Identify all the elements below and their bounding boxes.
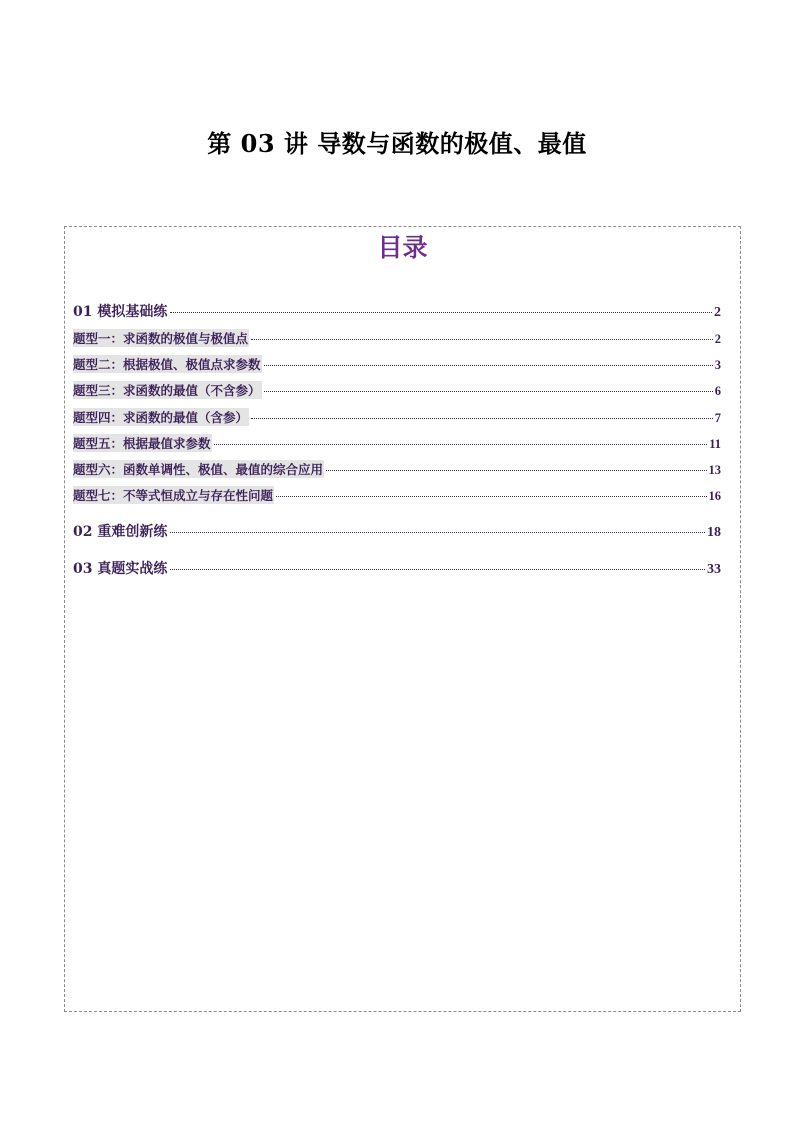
toc-heading: 目录 [377,233,428,262]
toc-entry-label: 03 真题实战练 [73,561,168,577]
toc-entry-advanced-practice[interactable] [73,521,721,541]
toc-page-number: 3 [714,358,721,372]
toc-entry-label: 题型四：求函数的最值（含参） [73,410,249,425]
table-of-contents [64,226,741,1012]
dot-leader [214,444,708,445]
toc-entry-label: 题型二：根据极值、极值点求参数 [73,357,261,372]
toc-entry-label: 题型七：不等式恒成立与存在性问题 [73,488,274,503]
toc-entry-label: 题型三：求函数的最值（不含参） [73,383,261,398]
dot-leader [264,365,713,366]
toc-entry-type-3[interactable] [73,381,721,399]
toc-entry-real-exam-practice[interactable] [73,558,721,578]
toc-entry-type-1[interactable] [73,329,721,347]
toc-entry-label: 02 重难创新练 [73,524,168,540]
dot-leader [251,339,713,340]
toc-page-number: 7 [714,411,721,425]
dot-leader [326,470,706,471]
toc-entry-label: 题型一：求函数的极值与极值点 [73,331,249,346]
toc-entry-label: 题型五：根据最值求参数 [73,436,211,451]
toc-page-number: 33 [707,562,721,577]
toc-entry-basic-practice[interactable] [73,301,721,321]
page-title: 第 03 讲 导数与函数的极值、最值 [207,129,587,158]
toc-page-number: 6 [714,384,721,398]
toc-entry-type-7[interactable] [73,486,721,504]
dot-leader [170,312,712,313]
toc-entry-type-4[interactable] [73,408,721,426]
toc-page-number: 13 [708,463,721,477]
toc-entry-type-2[interactable] [73,355,721,373]
toc-entry-label: 题型六：函数单调性、极值、最值的综合应用 [73,462,324,477]
toc-entry-type-6[interactable] [73,460,721,478]
toc-entry-label: 01 模拟基础练 [73,304,168,320]
dot-leader [264,391,713,392]
toc-page-number: 11 [709,437,721,451]
toc-page-number: 18 [707,525,721,540]
dot-leader [276,496,706,497]
toc-page-number: 2 [714,305,721,320]
toc-page-number: 2 [714,332,721,346]
toc-entry-type-5[interactable] [73,434,721,452]
toc-page-number: 16 [708,489,721,503]
dot-leader [251,418,713,419]
dot-leader [170,569,705,570]
dot-leader [170,532,705,533]
